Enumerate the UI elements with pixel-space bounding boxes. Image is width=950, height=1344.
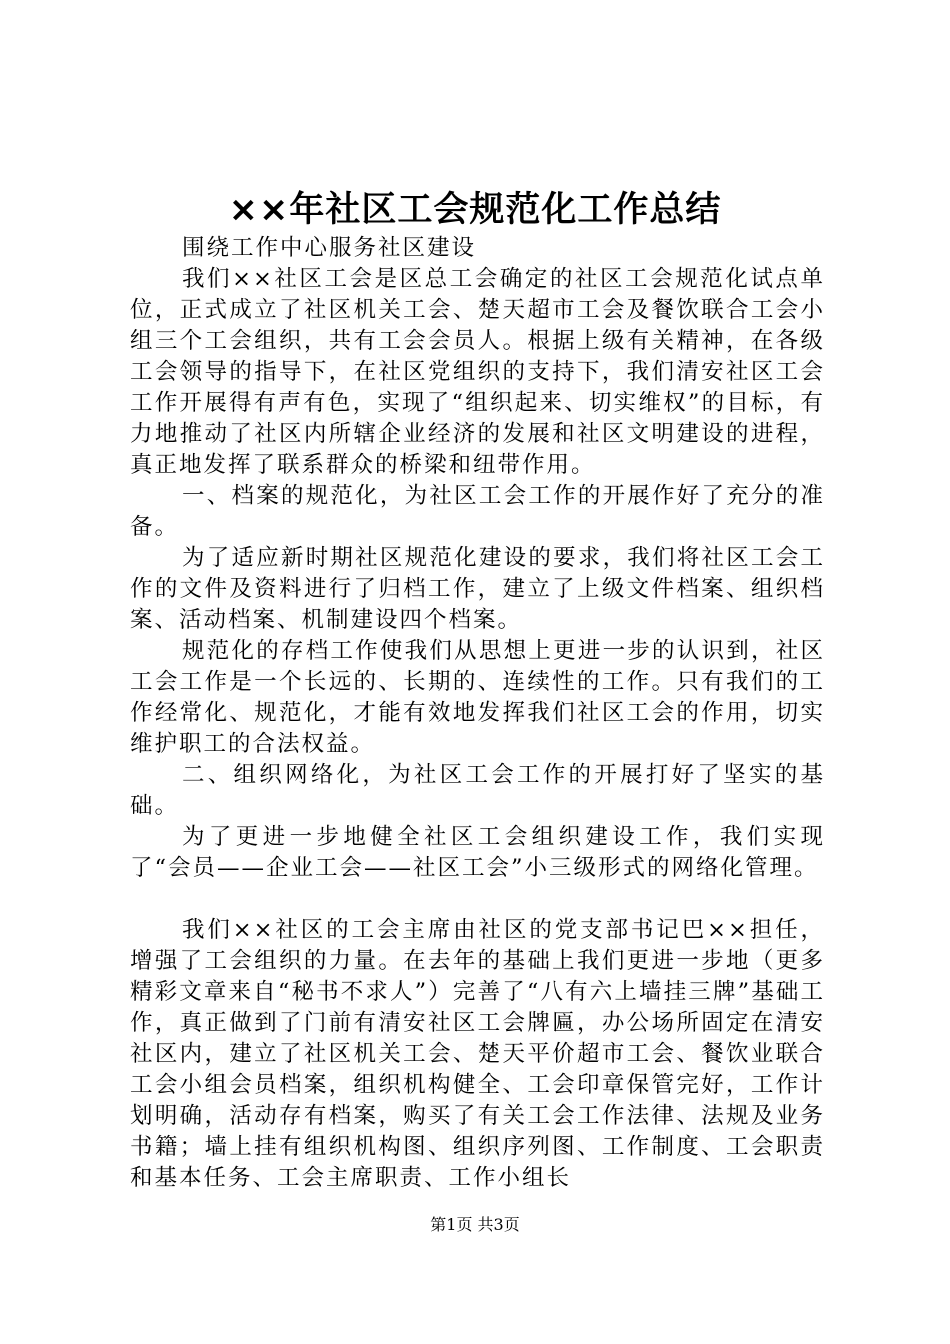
paragraph-network-detail: 我们××社区的工会主席由社区的党支部书记巴××担任，增强了工会组织的力量。在去年的基础上我们更进一步地（更多精彩文章来自“秘书不求人”）完善了“八有六上墙挂三牌”基础工作，真正做到了门前有清安社区工会牌匾，办公场所固定在清安社区内，建立了社区机关工会、楚天平价超市工会、餐饮业联合工会小组会员档案，组织机构健全、工会印章保管完好，工作计划明确，活动存有档案，购买了有关工会工作法律、法规及业务书籍；墙上挂有组织机构图、组织序列图、工作制度、工会职责和基本任务、工会主席职责、工作小组长 bbox=[130, 917, 825, 1191]
paragraph-subtitle: 围绕工作中心服务社区建设 bbox=[182, 235, 477, 261]
document-body bbox=[130, 233, 825, 1194]
paragraph-intro: 我们××社区工会是区总工会确定的社区工会规范化试点单位，正式成立了社区机关工会、楚天超市工会及餐饮联合工会小组三个工会组织，共有工会会员人。根据上级有关精神，在各级工会领导的指导下，在社区党组织的支持下，我们清安社区工会工作开展得有声有色，实现了“组织起来、切实维权”的目标，有力地推动了社区内所辖企业经济的发展和社区文明建设的进程，真正地发挥了联系群众的桥梁和纽带作用。 bbox=[130, 266, 825, 478]
paragraph-network: 为了更进一步地健全社区工会组织建设工作，我们实现了“会员——企业工会——社区工会”小三级形式的网络化管理。 bbox=[130, 824, 825, 881]
section-heading-network: 二、组织网络化，为社区工会工作的开展打好了坚实的基础。 bbox=[130, 762, 825, 819]
page-number-footer: 第1页 共3页 bbox=[430, 1215, 520, 1234]
document-title: ××年社区工会规范化工作总结 bbox=[228, 190, 722, 230]
section-heading-archives: 一、档案的规范化，为社区工会工作的开展作好了充分的准备。 bbox=[130, 483, 825, 540]
paragraph-archives-detail: 规范化的存档工作使我们从思想上更进一步的认识到，社区工会工作是一个长远的、长期的、连续性的工作。只有我们的工作经常化、规范化，才能有效地发挥我们社区工会的作用，切实维护职工的合法权益。 bbox=[130, 638, 825, 757]
paragraph-archives: 为了适应新时期社区规范化建设的要求，我们将社区工会工作的文件及资料进行了归档工作，建立了上级文件档案、组织档案、活动档案、机制建设四个档案。 bbox=[130, 545, 825, 633]
